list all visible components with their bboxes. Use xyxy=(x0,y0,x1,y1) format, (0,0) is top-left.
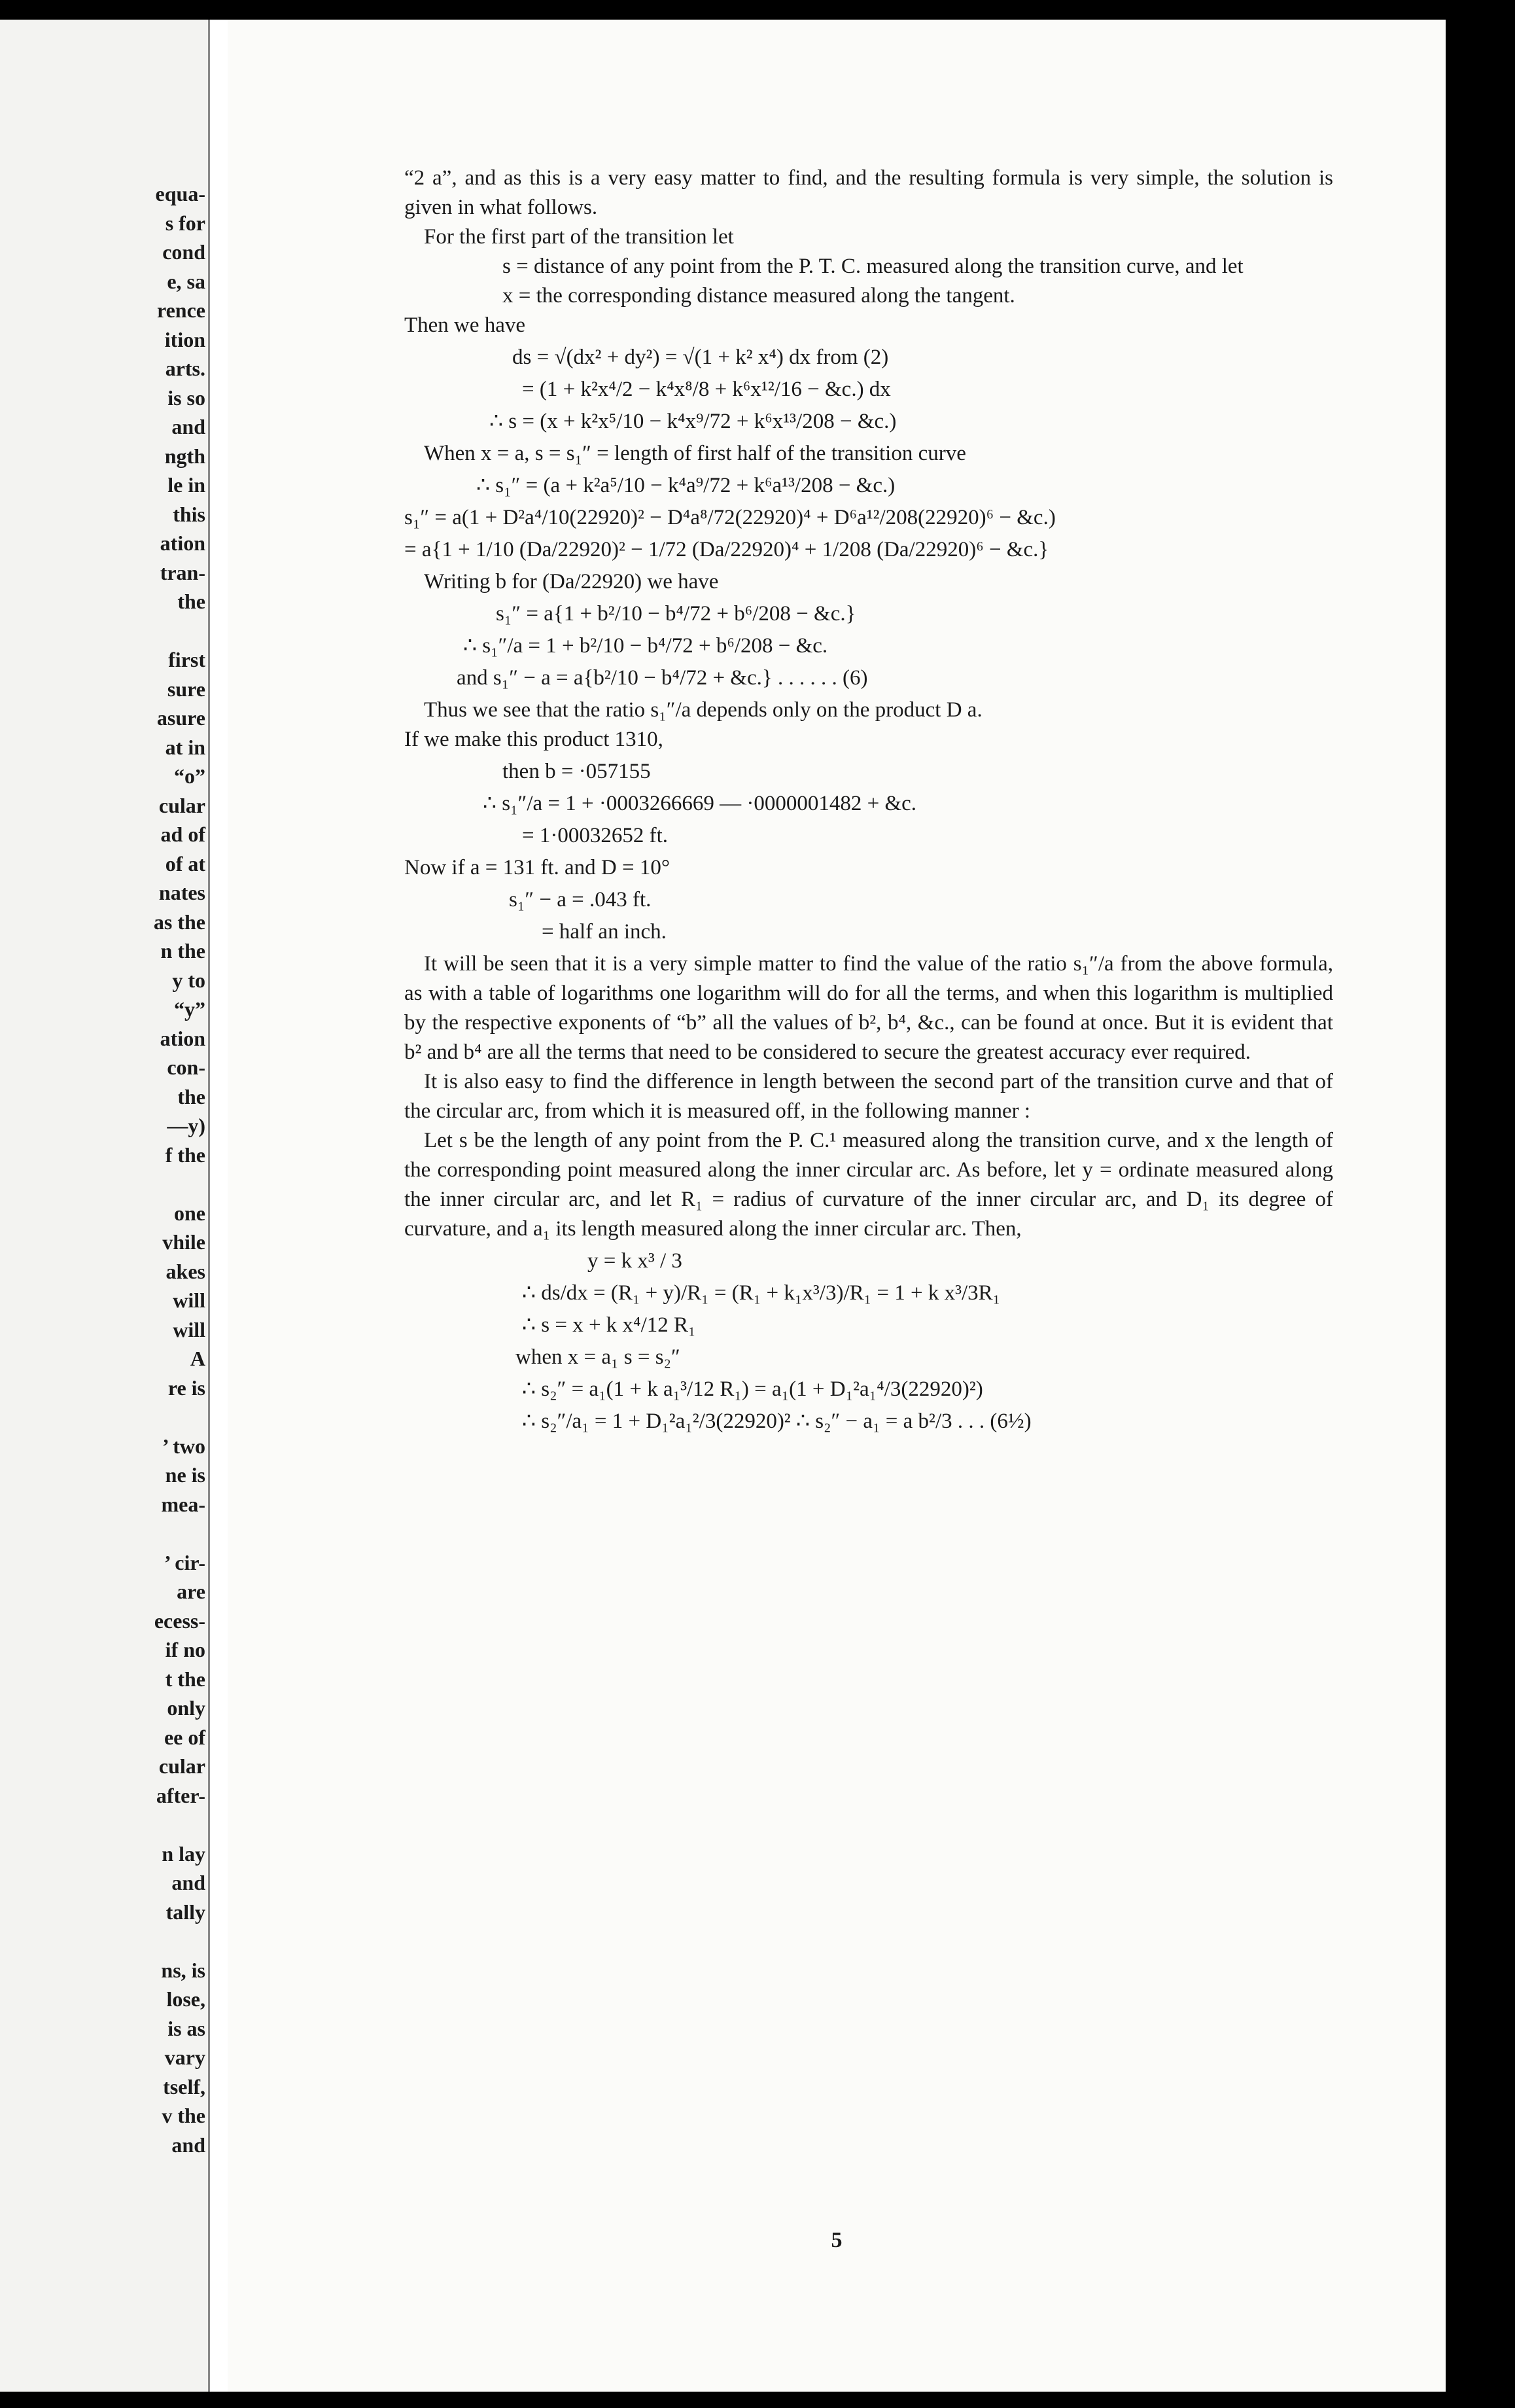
left-fragment-line: tally xyxy=(165,1900,205,1924)
equation-dsdx: ∴ ds/dx = (R₁ + y)/R₁ = (R₁ + k₁x³/3)/R₁ = 1 + k x³/3R₁ xyxy=(522,1281,1001,1305)
left-fragment-line: if no xyxy=(165,1638,205,1661)
left-fragment-line: “o” xyxy=(174,764,205,788)
left-fragment-line: ’ cir- xyxy=(164,1550,205,1574)
left-fragment-line: n the xyxy=(160,939,205,963)
left-fragment-line: are xyxy=(177,1580,205,1603)
left-fragment-line: will xyxy=(173,1317,205,1341)
left-fragment-line: tran- xyxy=(160,560,205,584)
left-fragment-line: as the xyxy=(153,910,205,934)
equation-ds-series: = (1 + k²x⁴/2 − k⁴x⁸/8 + k⁶x¹²/16 − &c.) dx xyxy=(522,378,891,401)
first-part-line: For the first part of the transition let xyxy=(424,225,734,249)
left-fragment-line: ad of xyxy=(160,823,205,846)
equation-6: and s₁″ − a = a{b²/10 − b⁴/72 + &c.} . . . . . . (6) xyxy=(457,666,868,690)
left-fragment-line: sure xyxy=(167,677,205,701)
left-fragment-line: vary xyxy=(164,2045,205,2069)
left-fragment-line: s for xyxy=(165,211,205,235)
page-number: 5 xyxy=(831,2228,843,2252)
equation-ds: ds = √(dx² + dy²) = √(1 + k² x⁴) dx from (2) xyxy=(512,345,889,369)
when-x-equals-a1: when x = a₁ s = s₂″ xyxy=(515,1345,680,1369)
paragraph-let-s: Let s be the length of any point from the P. C.¹ measured along the transition curve, and x the length of the corresponding point measured along the inner circular arc. As before, let y = ordinate measured along the inner circular arc, and let R₁ = radius of curvature of the inner circular arc, and D₁ its degree of curvature, and a₁ its length measured along the inner circular arc. Then, xyxy=(404,1129,1333,1241)
equation-s2: ∴ s₂″ = a₁(1 + k a₁³/12 R₁) = a₁(1 + D₁²a₁⁴/3(22920)²) xyxy=(522,1377,983,1401)
left-fragment-line: con- xyxy=(167,1055,205,1079)
left-fragment-line: n lay xyxy=(162,1841,205,1866)
left-fragment-line: e, sa xyxy=(167,269,205,293)
left-fragment-line: ns, is xyxy=(161,1958,205,1982)
left-fragment-line: ’ two xyxy=(162,1434,205,1458)
left-fragment-line: nates xyxy=(158,881,205,904)
left-fragment-line: mea- xyxy=(161,1492,205,1516)
ratio-sentence: Thus we see that the ratio s₁″/a depends only on the product D a. xyxy=(424,698,983,722)
intro-paragraph: “2 a”, and as this is a very easy matter to find, and the resulting formula is very simple, the solution is given in what follows. xyxy=(404,166,1333,219)
left-fragment-line: v the xyxy=(162,2104,205,2127)
definition-x: x = the corresponding distance measured along the tangent. xyxy=(502,284,1015,308)
left-fragment-line: ation xyxy=(160,531,205,555)
left-fragment-line: is so xyxy=(167,385,205,410)
left-fragment-line: only xyxy=(167,1696,205,1720)
left-fragment-line: cond xyxy=(162,240,205,264)
left-page-fragment xyxy=(0,20,208,2392)
left-fragment-line: re is xyxy=(167,1375,205,1400)
equation-s1: ∴ s₁″ = (a + k²a⁵/10 − k⁴a⁹/72 + k⁶a¹³/208 − &c.) xyxy=(476,474,896,497)
half-inch-line: = half an inch. xyxy=(542,920,667,944)
page-body xyxy=(404,164,1333,1439)
left-fragment-line: ee of xyxy=(164,1725,205,1749)
equation-b2: ∴ s₁″/a = 1 + b²/10 − b⁴/72 + b⁶/208 − &c. xyxy=(463,634,828,658)
writing-b-line: Writing b for (Da/22920) we have xyxy=(424,570,719,593)
definition-s: s = distance of any point from the P. T. C. measured along the transition curve, and let xyxy=(502,255,1244,278)
equation-6-half: ∴ s₂″/a₁ = 1 + D₁²a₁²/3(22920)² ∴ s₂″ − a₁ = a b²/3 . . . (6½) xyxy=(522,1409,1032,1433)
product-sentence: If we make this product 1310, xyxy=(404,728,663,751)
left-fragment-line: akes xyxy=(165,1259,205,1283)
left-fragment-line: and xyxy=(171,415,205,438)
now-if-line: Now if a = 131 ft. and D = 10° xyxy=(404,856,670,879)
left-fragment-line: the xyxy=(177,1084,205,1108)
left-fragment-line: after- xyxy=(156,1783,205,1807)
equation-s1-braces: = a{1 + 1/10 (Da/22920)² − 1/72 (Da/22920)⁴ + 1/208 (Da/22920)⁶ − &c.} xyxy=(404,538,1049,561)
left-fragment-line: y to xyxy=(172,968,205,992)
left-fragment-line: vhile xyxy=(162,1230,205,1254)
left-fragment-line: ne is xyxy=(165,1463,205,1487)
then-we-have: Then we have xyxy=(404,313,526,337)
then-b-value: then b = ·057155 xyxy=(502,760,651,783)
left-fragment-line: —y) xyxy=(167,1114,205,1137)
left-fragment-line: arts. xyxy=(165,357,205,380)
paragraph-simple-matter: It will be seen that it is a very simple matter to find the value of the ratio s₁″/a from the above formula, as with a table of logarithms one logarithm will do for all the terms, and when this logarithm is multiplied by the respective exponents of “b” all the values of b², b⁴, &c., can be found at once. But it is evident that b² and b⁴ are all the terms that need to be considered to secure the greatest accuracy ever required. xyxy=(404,952,1333,1064)
equation-difference: s₁″ − a = .043 ft. xyxy=(509,888,652,912)
equation-s-second: ∴ s = x + k x⁴/12 R₁ xyxy=(522,1313,696,1337)
left-fragment-line: ecess- xyxy=(154,1608,205,1633)
page-gutter xyxy=(208,20,230,2392)
left-fragment-line: f the xyxy=(165,1142,205,1167)
left-fragment-line: will xyxy=(173,1288,205,1312)
left-fragment-line: rence xyxy=(156,298,205,322)
equation-s1-expanded: s₁″ = a(1 + D²a⁴/10(22920)² − D⁴a⁸/72(22920)⁴ + D⁶a¹²/208(22920)⁶ − &c.) xyxy=(404,506,1056,529)
when-x-equals-a: When x = a, s = s₁″ = length of first half of the transition curve xyxy=(424,442,966,465)
left-fragment-line: at in xyxy=(165,735,205,759)
left-fragment-line: le in xyxy=(167,473,205,497)
left-fragment-line: equa- xyxy=(155,182,205,205)
equation-s-series: ∴ s = (x + k²x⁵/10 − k⁴x⁹/72 + k⁶x¹³/208 − &c.) xyxy=(489,410,897,433)
left-fragment-line: this xyxy=(173,502,205,526)
left-fragment-line: “y” xyxy=(174,997,205,1021)
left-fragment-line: first xyxy=(168,648,205,671)
left-fragment-line: the xyxy=(177,590,205,613)
left-fragment-line: of at xyxy=(165,851,205,876)
left-fragment-line: is as xyxy=(167,2016,205,2040)
left-fragment-line: and xyxy=(171,2133,205,2157)
left-fragment-line: A xyxy=(190,1347,205,1370)
equation-numeric-result: = 1·00032652 ft. xyxy=(522,824,669,847)
left-fragment-line: and xyxy=(171,1871,205,1894)
equation-numeric: ∴ s₁″/a = 1 + ·0003266669 — ·0000001482 + &c. xyxy=(483,792,917,815)
document-page xyxy=(228,20,1446,2392)
left-fragment-line: tself, xyxy=(163,2074,205,2098)
left-fragment-line: cular xyxy=(158,793,205,817)
left-fragment-line: ition xyxy=(164,327,205,351)
equation-y: y = k x³ / 3 xyxy=(587,1249,682,1273)
left-fragment-line: one xyxy=(174,1201,205,1225)
left-fragment-line: ation xyxy=(160,1026,205,1050)
equation-b1: s₁″ = a{1 + b²/10 − b⁴/72 + b⁶/208 − &c.} xyxy=(496,602,856,626)
left-fragment-line: cular xyxy=(158,1754,205,1778)
left-fragment-line: lose, xyxy=(166,1987,205,2011)
left-fragment-line: asure xyxy=(156,706,205,730)
left-fragment-line: t the xyxy=(165,1667,205,1691)
left-fragment-line: ngth xyxy=(164,444,205,468)
paragraph-also-easy: It is also easy to find the difference in length between the second part of the transition curve and that of the circular arc, from which it is measured off, in the following manner : xyxy=(404,1070,1333,1123)
